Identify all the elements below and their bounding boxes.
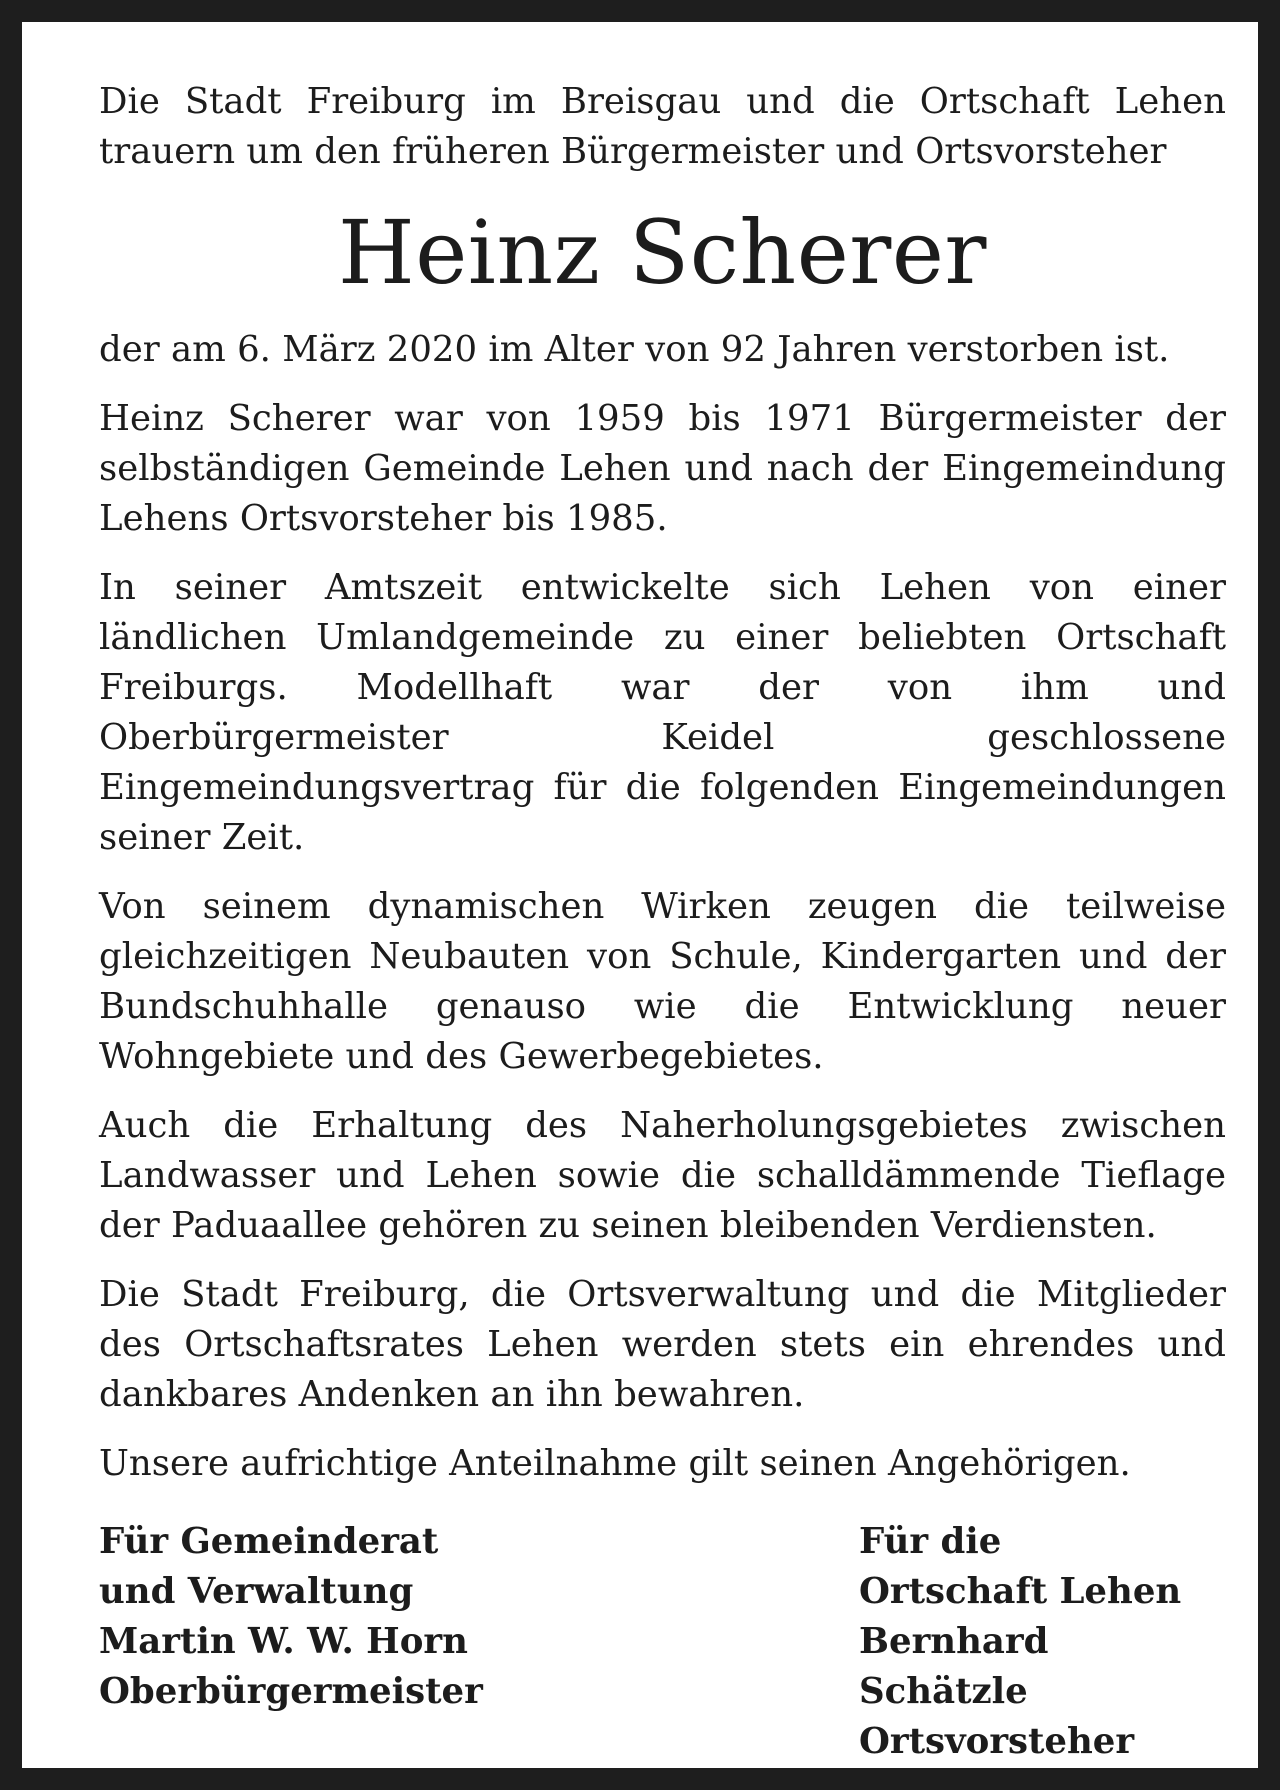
signature-right-name: Bernhard Schätzle: [859, 1621, 1049, 1712]
signature-right-line1: Für die: [859, 1521, 1002, 1562]
deceased-name: Heinz Scherer: [337, 201, 987, 304]
paragraph-tenure: In seiner Amtszeit entwickelte sich Lehen von einer ländlichen Umlandgemeinde zu einer beliebten Ortschaft Freiburgs. Modellhaft war der von ihm und Oberbürgermeister Keidel geschlossene Eingemeindungsvertrag für die folgenden Eingemeindungen seiner Zeit.: [99, 567, 1226, 858]
signature-right-title: Ortsvorsteher: [859, 1721, 1135, 1762]
signature-left-title: Oberbürgermeister: [99, 1671, 483, 1712]
paragraph-remembrance: Die Stadt Freiburg, die Ortsverwaltung und die Mitglieder des Ortschaftsrates Lehen werden stets ein ehrendes und dankbares Andenken an ihn bewahren.: [99, 1274, 1226, 1415]
paragraph-works: Von seinem dynamischen Wirken zeugen die teilweise gleichzeitigen Neubauten von Schule, Kindergarten und der Bundschuhhalle genauso wie die Entwicklung neuer Wohngebiete und des Gewerbegebietes.: [99, 886, 1226, 1077]
signature-right-line2: Ortschaft Lehen: [859, 1571, 1182, 1612]
signature-right: [859, 1517, 1226, 1767]
intro-text: Die Stadt Freiburg im Breisgau und die Ortschaft Lehen trauern um den früheren Bürgermeister und Ortsvorsteher: [99, 81, 1226, 172]
signature-left-name: Martin W. W. Horn: [99, 1621, 468, 1662]
death-line: der am 6. März 2020 im Alter von 92 Jahren verstorben ist.: [99, 329, 1170, 370]
paragraph-merits: Auch die Erhaltung des Naherholungsgebietes zwischen Landwasser und Lehen sowie die schalldämmende Tieflage der Paduaallee gehören zu seinen bleibenden Verdiensten.: [99, 1105, 1226, 1246]
signature-block: [99, 1517, 1226, 1767]
paragraph-career: Heinz Scherer war von 1959 bis 1971 Bürgermeister der selbständigen Gemeinde Lehen und nach der Eingemeindung Lehens Ortsvorsteher bis 1985.: [99, 398, 1226, 539]
paragraph-condolence: Unsere aufrichtige Anteilnahme gilt seinen Angehörigen.: [99, 1443, 1131, 1484]
signature-left-line1: Für Gemeinderat: [99, 1521, 439, 1562]
notice-content: [99, 77, 1226, 1767]
signature-left-line2: und Verwaltung: [99, 1571, 414, 1612]
signature-left: [99, 1517, 859, 1767]
